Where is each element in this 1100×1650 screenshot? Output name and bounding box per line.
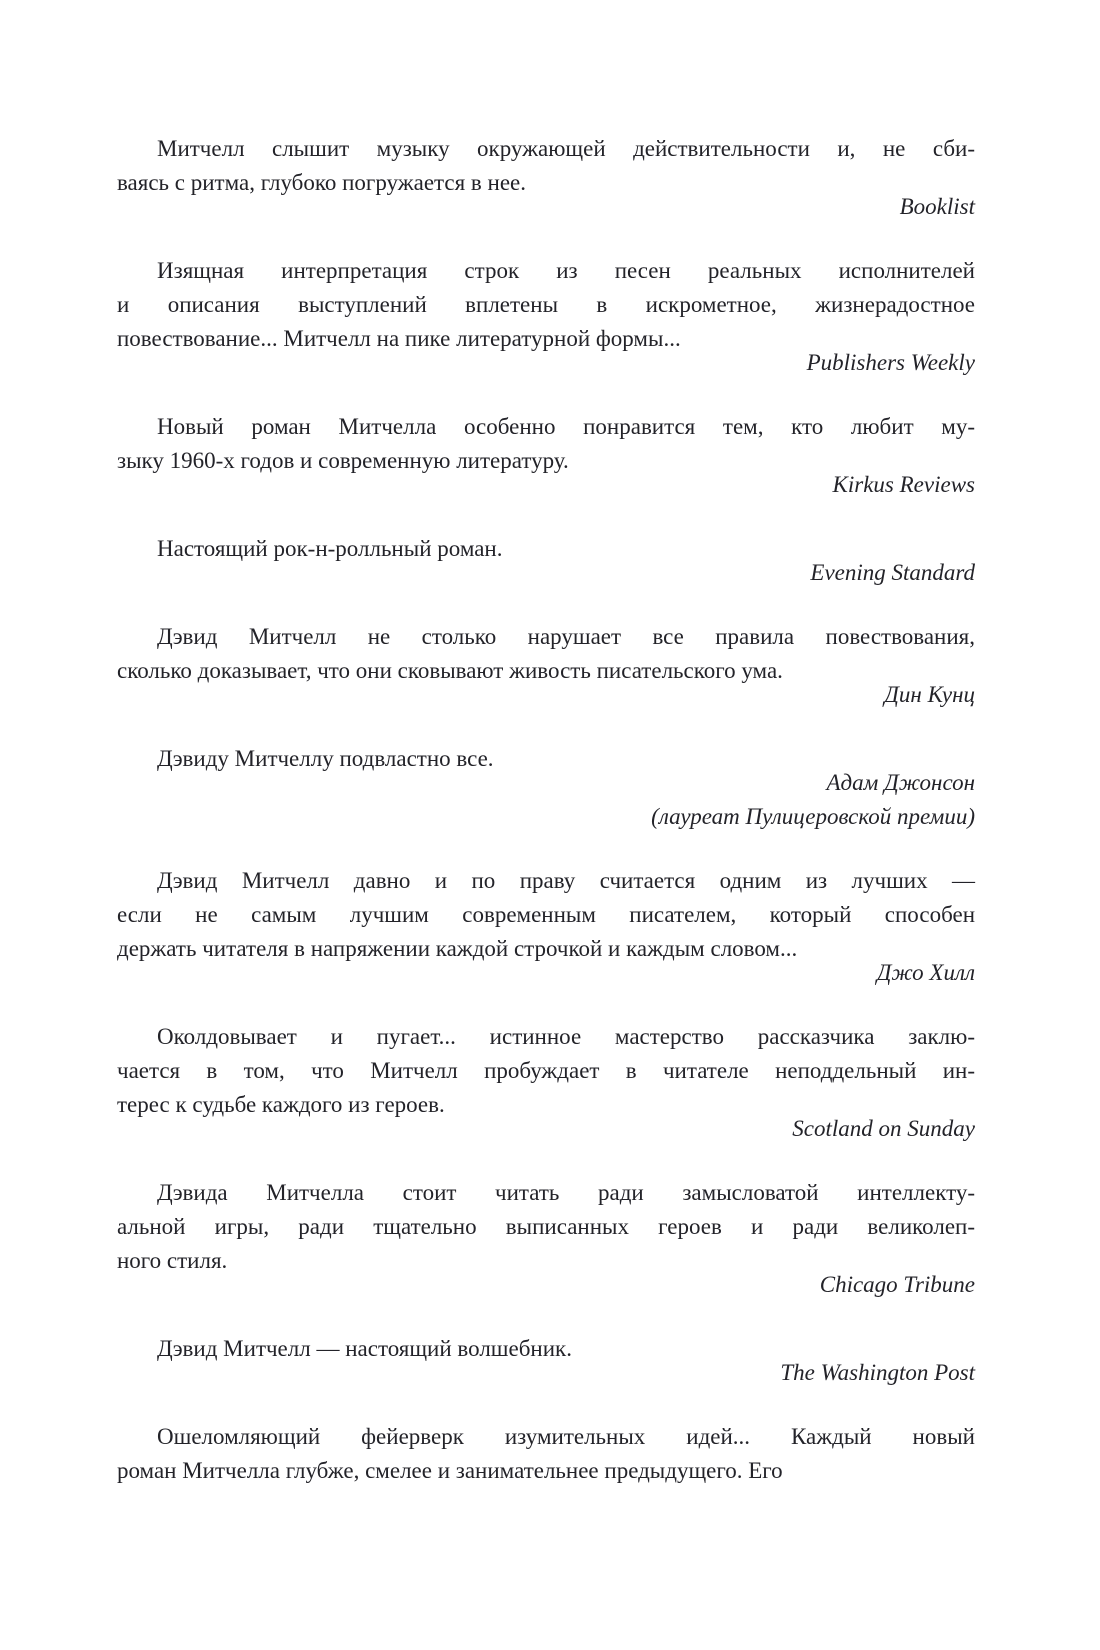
quote-attribution: Джо Хилл xyxy=(876,960,975,985)
quote-line: ваясь с ритма, глубоко погружается в нее. xyxy=(117,170,527,195)
quote-line: держать читателя в напряжении каждой строчкой и каждым словом... xyxy=(117,936,798,961)
quote-attribution: Kirkus Reviews xyxy=(832,472,975,497)
quote-attribution: Booklist xyxy=(899,194,975,219)
quote-line: Дэвид Митчелл — настоящий волшебник. xyxy=(157,1336,572,1361)
review-quote-scotland-on-sunday xyxy=(117,1020,975,1146)
quote-line: сколько доказывает, что они сковывают живость писательского ума. xyxy=(117,658,783,683)
quote-attribution: Evening Standard xyxy=(810,560,975,585)
review-quote-dean-koontz xyxy=(117,620,975,712)
quote-line: Околдовывает и пугает... истинное мастерство рассказчика заклю- xyxy=(157,1024,975,1049)
quote-line: Изящная интерпретация строк из песен реальных исполнителей xyxy=(157,258,975,283)
quote-line: Дэвид Митчелл давно и по праву считается одним из лучших — xyxy=(157,868,975,893)
quote-line: Ошеломляющий фейерверк изумительных идей... Каждый новый xyxy=(157,1424,975,1449)
quote-line: ного стиля. xyxy=(117,1248,228,1273)
quote-line: если не самым лучшим современным писателем, который способен xyxy=(117,902,975,927)
quote-line: Настоящий рок-н-ролльный роман. xyxy=(157,536,503,561)
quote-line: зыку 1960-х годов и современную литературу. xyxy=(117,448,569,473)
quote-attribution: Chicago Tribune xyxy=(819,1272,975,1297)
quote-line: чается в том, что Митчелл пробуждает в читателе неподдельный ин- xyxy=(117,1058,975,1083)
quote-line: Новый роман Митчелла особенно понравится тем, кто любит му- xyxy=(157,414,975,439)
quote-attribution-note: (лауреат Пулицеровской премии) xyxy=(651,804,975,829)
review-quote-adam-johnson xyxy=(117,742,975,834)
quote-attribution: The Washington Post xyxy=(780,1360,975,1385)
review-quote-chicago-tribune xyxy=(117,1176,975,1302)
quote-line: терес к судьбе каждого из героев. xyxy=(117,1092,445,1117)
quote-attribution: Publishers Weekly xyxy=(806,350,975,375)
review-quote-publishers-weekly xyxy=(117,254,975,380)
quote-attribution: Дин Кунц xyxy=(884,682,975,707)
review-quote-washington-post xyxy=(117,1332,975,1390)
review-quote-evening-standard xyxy=(117,532,975,590)
quote-line: Митчелл слышит музыку окружающей действительности и, не сби- xyxy=(157,136,975,161)
quote-line: и описания выступлений вплетены в искрометное, жизнерадостное xyxy=(117,292,975,317)
quote-line: повествование... Митчелл на пике литературной формы... xyxy=(117,326,681,351)
quote-line: роман Митчелла глубже, смелее и занимательнее предыдущего. Его xyxy=(117,1458,783,1483)
quote-attribution: Scotland on Sunday xyxy=(792,1116,975,1141)
quote-attribution: Адам Джонсон xyxy=(826,770,975,795)
quote-line: Дэвид Митчелл не столько нарушает все правила повествования, xyxy=(157,624,975,649)
quote-line: Дэвиду Митчеллу подвластно все. xyxy=(157,746,494,771)
quote-line: альной игры, ради тщательно выписанных героев и ради великолеп- xyxy=(117,1214,975,1239)
review-quote-booklist xyxy=(117,132,975,224)
quote-line: Дэвида Митчелла стоит читать ради замысловатой интеллекту- xyxy=(157,1180,975,1205)
review-quote-kirkus-reviews xyxy=(117,410,975,502)
review-quote-continued xyxy=(117,1420,975,1488)
review-quote-joe-hill xyxy=(117,864,975,990)
